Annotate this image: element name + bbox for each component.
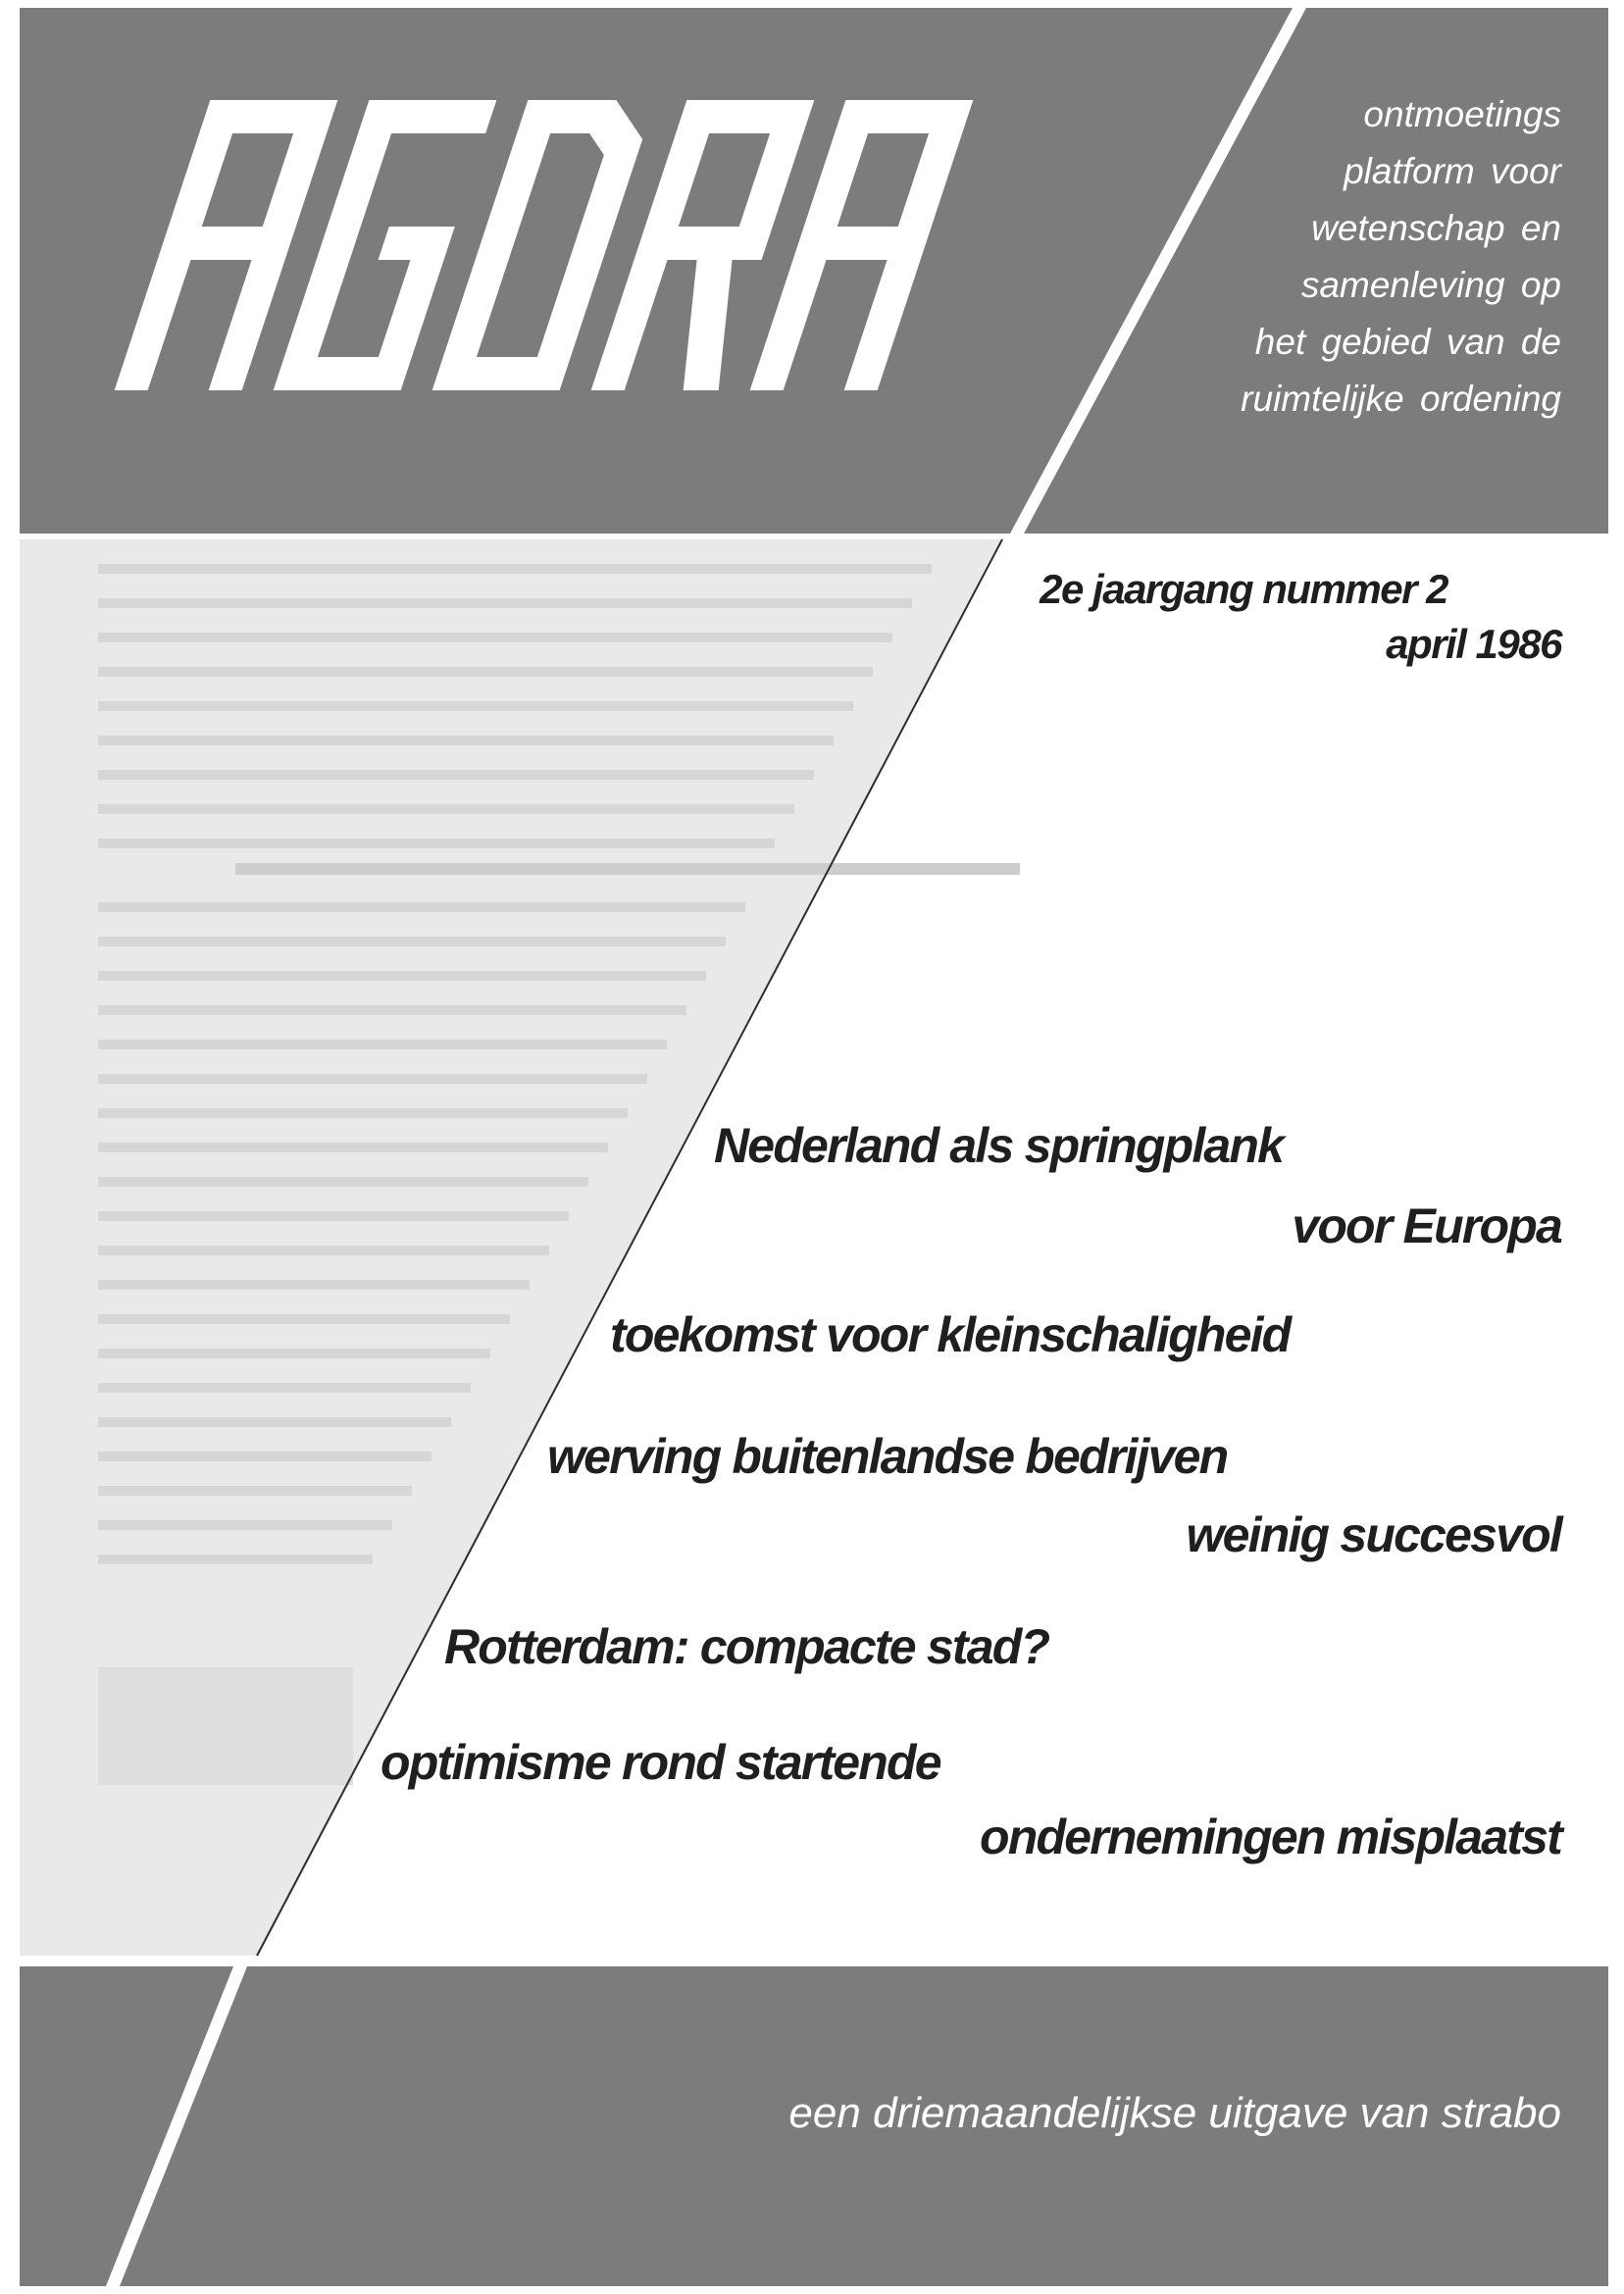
headline: Rotterdam: compacte stad? bbox=[444, 1619, 1049, 1674]
headline: toekomst voor kleinschaligheid bbox=[610, 1307, 1291, 1362]
footer-tagline: een driemaandelijkse uitgave van strabo bbox=[788, 2089, 1561, 2137]
masthead-subtitle-line: samenleving op bbox=[1300, 265, 1561, 305]
masthead-subtitle-line: platform voor bbox=[1344, 151, 1561, 191]
headline: Nederland als springplank bbox=[714, 1118, 1284, 1173]
headline: werving buitenlandse bedrijven bbox=[547, 1429, 1228, 1484]
issue-date: april 1986 bbox=[1386, 621, 1561, 667]
headline: voor Europa bbox=[1292, 1198, 1561, 1253]
headline: ondernemingen misplaatst bbox=[979, 1810, 1561, 1864]
masthead-subtitle-line: wetenschap en bbox=[1311, 208, 1561, 248]
masthead-subtitle-line: het gebied van de bbox=[1254, 322, 1561, 362]
headline: optimisme rond startende bbox=[381, 1735, 940, 1790]
issue-volume: 2e jaargang nummer 2 bbox=[1040, 566, 1447, 612]
masthead-subtitle-line: ruimtelijke ordening bbox=[1241, 379, 1561, 419]
headline: weinig succesvol bbox=[1186, 1507, 1561, 1562]
masthead-subtitle-line: ontmoetings bbox=[1363, 94, 1561, 134]
